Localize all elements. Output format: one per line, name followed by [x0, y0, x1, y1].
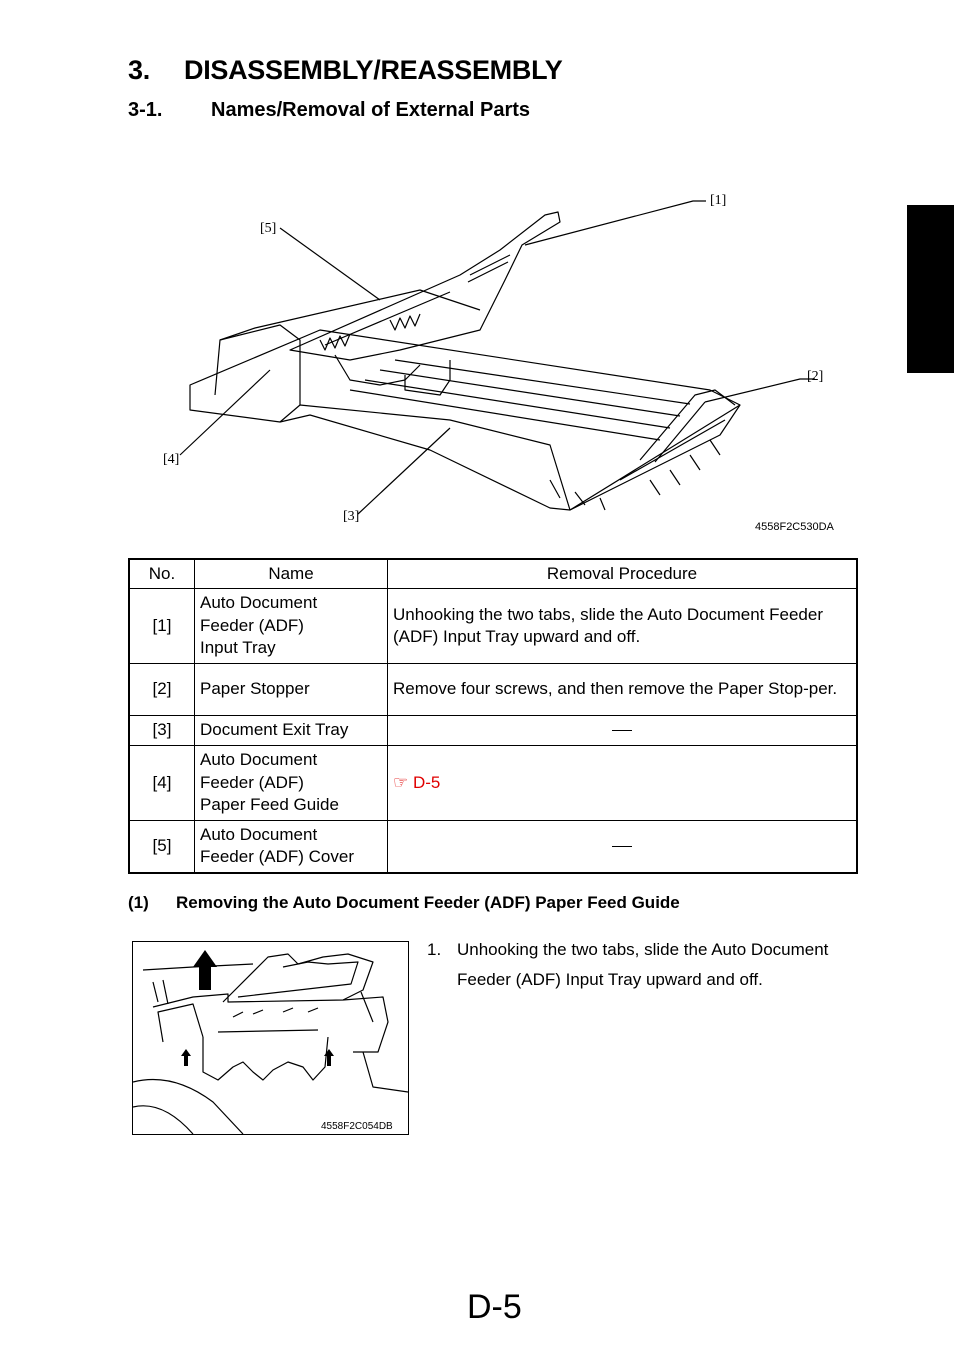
removal-figure — [132, 941, 409, 1135]
step-text: Unhooking the two tabs, slide the Auto Document Feeder (ADF) Input Tray upward and off. — [457, 940, 829, 989]
subsection-number: 3-1. — [128, 99, 163, 121]
section-heading — [128, 55, 563, 86]
header-name: Name — [195, 559, 388, 589]
header-no: No. — [129, 559, 195, 589]
name-line: Auto Document — [200, 593, 318, 613]
dash-mark — [612, 846, 632, 847]
table-row — [129, 716, 857, 746]
name-line: Auto Document — [200, 750, 318, 770]
procedure-number: (1) — [128, 893, 149, 912]
page-number: D-5 — [467, 1288, 522, 1326]
section-number: 3. — [128, 55, 150, 85]
row-procedure-none — [388, 821, 858, 873]
table-row — [129, 746, 857, 821]
name-line: Feeder (ADF) — [200, 772, 304, 792]
subsection-heading — [128, 99, 530, 122]
callout-2: [2] — [807, 369, 824, 384]
step-item — [427, 935, 867, 995]
name-line: Auto Document — [200, 824, 318, 844]
row-name: Paper Stopper — [195, 664, 388, 716]
row-no: [1] — [129, 589, 195, 664]
up-arrow-icon — [181, 1049, 191, 1066]
figure-code: 4558F2C530DA — [755, 521, 834, 533]
subsection-title: Names/Removal of External Parts — [211, 99, 531, 121]
page-reference-link[interactable]: ☞ D-5 — [393, 772, 441, 792]
name-line: Input Tray — [200, 638, 276, 658]
row-name — [195, 746, 388, 821]
name-line: Paper Feed Guide — [200, 795, 339, 815]
table-row — [129, 589, 857, 664]
row-procedure: Unhooking the two tabs, slide the Auto Document Feeder (ADF) Input Tray upward and off. — [388, 589, 858, 664]
table-row — [129, 664, 857, 716]
figure-code: 4558F2C054DB — [321, 1121, 393, 1132]
row-name — [195, 589, 388, 664]
row-procedure: Remove four screws, and then remove the Paper Stop-per. — [388, 664, 858, 716]
section-title: DISASSEMBLY/REASSEMBLY — [184, 55, 563, 85]
callout-3: [3] — [343, 509, 360, 524]
adf-illustration — [150, 180, 850, 540]
row-no: [3] — [129, 716, 195, 746]
row-name — [195, 821, 388, 873]
row-no: [2] — [129, 664, 195, 716]
row-no: [5] — [129, 821, 195, 873]
table-header-row — [129, 559, 857, 589]
callout-5: [5] — [260, 221, 277, 236]
header-procedure: Removal Procedure — [388, 559, 858, 589]
procedure-title: Removing the Auto Document Feeder (ADF) Paper Feed Guide — [176, 893, 680, 912]
row-procedure — [388, 746, 858, 821]
parts-table — [128, 558, 858, 874]
name-line: Feeder (ADF) Cover — [200, 847, 354, 867]
up-arrow-icon — [193, 950, 217, 990]
procedure-heading — [128, 893, 680, 913]
callout-1: [1] — [710, 193, 727, 208]
dash-mark — [612, 730, 632, 731]
row-procedure-none — [388, 716, 858, 746]
name-line: Feeder (ADF) — [200, 615, 304, 635]
step-number: 1. — [427, 940, 442, 959]
guide-removal-illustration — [133, 942, 408, 1134]
row-name: Document Exit Tray — [195, 716, 388, 746]
external-parts-figure — [150, 180, 850, 540]
row-no: [4] — [129, 746, 195, 821]
callout-4: [4] — [163, 452, 180, 467]
chapter-side-tab — [907, 205, 954, 373]
table-row — [129, 821, 857, 873]
